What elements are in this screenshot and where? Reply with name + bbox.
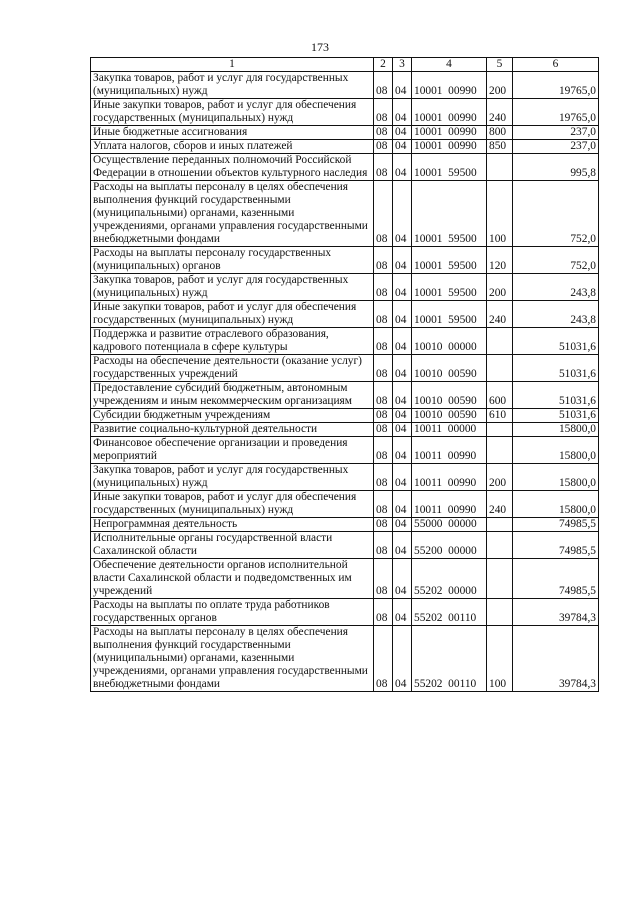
amount-value: 243,8 (513, 274, 599, 301)
target-article-code: 10010 00590 (412, 355, 487, 382)
expense-type-code: 800 (487, 126, 513, 140)
table-row (91, 140, 599, 154)
expense-type-code (487, 559, 513, 599)
row-name: Уплата налогов, сборов и иных платежей (91, 140, 374, 154)
expense-type-code: 240 (487, 99, 513, 126)
section-code: 08 (374, 437, 393, 464)
expense-type-code: 850 (487, 140, 513, 154)
target-article-code: 10011 00990 (412, 437, 487, 464)
target-article-code: 55000 00000 (412, 518, 487, 532)
section-code: 08 (374, 274, 393, 301)
expense-type-code: 120 (487, 247, 513, 274)
subsection-code: 04 (393, 599, 412, 626)
table-row (91, 99, 599, 126)
subsection-code: 04 (393, 355, 412, 382)
section-code: 08 (374, 599, 393, 626)
table-row (91, 181, 599, 247)
row-name: Расходы на выплаты персоналу в целях обеспечения выполнения функций государственными (муниципальными) органами, казенными учреждениями, органами управления государственными внебюджетными фондами (91, 626, 374, 692)
subsection-code: 04 (393, 247, 412, 274)
amount-value: 51031,6 (513, 328, 599, 355)
amount-value: 237,0 (513, 140, 599, 154)
subsection-code: 04 (393, 154, 412, 181)
section-code: 08 (374, 247, 393, 274)
section-code: 08 (374, 99, 393, 126)
column-header: 5 (487, 58, 513, 72)
row-name: Закупка товаров, работ и услуг для государственных (муниципальных) нужд (91, 274, 374, 301)
table-row (91, 409, 599, 423)
section-code: 08 (374, 532, 393, 559)
row-name: Закупка товаров, работ и услуг для государственных (муниципальных) нужд (91, 72, 374, 99)
amount-value: 51031,6 (513, 382, 599, 409)
row-name: Поддержка и развитие отраслевого образования, кадрового потенциала в сфере культуры (91, 328, 374, 355)
expense-type-code (487, 599, 513, 626)
column-header: 2 (374, 58, 393, 72)
table-row (91, 274, 599, 301)
subsection-code: 04 (393, 423, 412, 437)
table-row (91, 382, 599, 409)
amount-value: 15800,0 (513, 423, 599, 437)
section-code: 08 (374, 626, 393, 692)
table-row (91, 559, 599, 599)
section-code: 08 (374, 328, 393, 355)
target-article-code: 10001 59500 (412, 274, 487, 301)
row-name: Развитие социально-культурной деятельности (91, 423, 374, 437)
table-row (91, 126, 599, 140)
subsection-code: 04 (393, 382, 412, 409)
amount-value: 39784,3 (513, 626, 599, 692)
section-code: 08 (374, 126, 393, 140)
target-article-code: 10001 00990 (412, 126, 487, 140)
target-article-code: 10010 00000 (412, 328, 487, 355)
section-code: 08 (374, 559, 393, 599)
target-article-code: 10011 00990 (412, 491, 487, 518)
row-name: Иные закупки товаров, работ и услуг для обеспечения государственных (муниципальных) нужд (91, 491, 374, 518)
row-name: Расходы на выплаты персоналу государственных (муниципальных) органов (91, 247, 374, 274)
column-header: 1 (91, 58, 374, 72)
expense-type-code: 100 (487, 626, 513, 692)
amount-value: 19765,0 (513, 72, 599, 99)
amount-value: 15800,0 (513, 437, 599, 464)
amount-value: 51031,6 (513, 409, 599, 423)
budget-table (90, 57, 599, 692)
subsection-code: 04 (393, 409, 412, 423)
expense-type-code: 200 (487, 274, 513, 301)
target-article-code: 10001 00990 (412, 72, 487, 99)
target-article-code: 10001 00990 (412, 140, 487, 154)
table-row (91, 464, 599, 491)
amount-value: 752,0 (513, 247, 599, 274)
expense-type-code (487, 423, 513, 437)
target-article-code: 55202 00110 (412, 599, 487, 626)
row-name: Финансовое обеспечение организации и проведения мероприятий (91, 437, 374, 464)
amount-value: 74985,5 (513, 518, 599, 532)
expense-type-code: 240 (487, 491, 513, 518)
table-row (91, 355, 599, 382)
amount-value: 74985,5 (513, 559, 599, 599)
expense-type-code: 100 (487, 181, 513, 247)
amount-value: 19765,0 (513, 99, 599, 126)
target-article-code: 10001 59500 (412, 301, 487, 328)
header-row (91, 58, 599, 72)
page-number: 173 (311, 40, 329, 54)
section-code: 08 (374, 140, 393, 154)
section-code: 08 (374, 409, 393, 423)
table-row (91, 518, 599, 532)
section-code: 08 (374, 464, 393, 491)
target-article-code: 10010 00590 (412, 409, 487, 423)
section-code: 08 (374, 154, 393, 181)
amount-value: 237,0 (513, 126, 599, 140)
expense-type-code: 600 (487, 382, 513, 409)
column-header: 6 (513, 58, 599, 72)
amount-value: 15800,0 (513, 491, 599, 518)
target-article-code: 10001 59500 (412, 154, 487, 181)
expense-type-code: 610 (487, 409, 513, 423)
expense-type-code (487, 154, 513, 181)
row-name: Предоставление субсидий бюджетным, автономным учреждениям и иным некоммерческим организациям (91, 382, 374, 409)
target-article-code: 55202 00110 (412, 626, 487, 692)
target-article-code: 55202 00000 (412, 559, 487, 599)
subsection-code: 04 (393, 328, 412, 355)
subsection-code: 04 (393, 72, 412, 99)
section-code: 08 (374, 301, 393, 328)
target-article-code: 10011 00990 (412, 464, 487, 491)
row-name: Иные закупки товаров, работ и услуг для обеспечения государственных (муниципальных) нужд (91, 301, 374, 328)
subsection-code: 04 (393, 626, 412, 692)
row-name: Непрограммная деятельность (91, 518, 374, 532)
subsection-code: 04 (393, 491, 412, 518)
table-row (91, 599, 599, 626)
target-article-code: 10001 00990 (412, 99, 487, 126)
table-row (91, 532, 599, 559)
table-row (91, 437, 599, 464)
target-article-code: 10001 59500 (412, 247, 487, 274)
section-code: 08 (374, 423, 393, 437)
section-code: 08 (374, 518, 393, 532)
expense-type-code (487, 355, 513, 382)
table-row (91, 626, 599, 692)
section-code: 08 (374, 355, 393, 382)
row-name: Расходы на обеспечение деятельности (оказание услуг) государственных учреждений (91, 355, 374, 382)
row-name: Закупка товаров, работ и услуг для государственных (муниципальных) нужд (91, 464, 374, 491)
subsection-code: 04 (393, 99, 412, 126)
expense-type-code: 200 (487, 464, 513, 491)
expense-type-code (487, 532, 513, 559)
subsection-code: 04 (393, 301, 412, 328)
table-row (91, 328, 599, 355)
row-name: Расходы на выплаты персоналу в целях обеспечения выполнения функций государственными (муниципальными) органами, казенными учреждениями, органами управления государственными внебюджетными фондами (91, 181, 374, 247)
target-article-code: 10001 59500 (412, 181, 487, 247)
subsection-code: 04 (393, 437, 412, 464)
table-row (91, 301, 599, 328)
section-code: 08 (374, 72, 393, 99)
amount-value: 752,0 (513, 181, 599, 247)
target-article-code: 10010 00590 (412, 382, 487, 409)
section-code: 08 (374, 382, 393, 409)
target-article-code: 55200 00000 (412, 532, 487, 559)
row-name: Иные бюджетные ассигнования (91, 126, 374, 140)
subsection-code: 04 (393, 518, 412, 532)
section-code: 08 (374, 181, 393, 247)
subsection-code: 04 (393, 140, 412, 154)
row-name: Исполнительные органы государственной власти Сахалинской области (91, 532, 374, 559)
expense-type-code (487, 437, 513, 464)
expense-type-code: 200 (487, 72, 513, 99)
subsection-code: 04 (393, 464, 412, 491)
target-article-code: 10011 00000 (412, 423, 487, 437)
table-row (91, 154, 599, 181)
subsection-code: 04 (393, 532, 412, 559)
amount-value: 51031,6 (513, 355, 599, 382)
amount-value: 39784,3 (513, 599, 599, 626)
amount-value: 243,8 (513, 301, 599, 328)
amount-value: 74985,5 (513, 532, 599, 559)
expense-type-code: 240 (487, 301, 513, 328)
row-name: Иные закупки товаров, работ и услуг для обеспечения государственных (муниципальных) нужд (91, 99, 374, 126)
subsection-code: 04 (393, 559, 412, 599)
row-name: Расходы на выплаты по оплате труда работников государственных органов (91, 599, 374, 626)
row-name: Осуществление переданных полномочий Российской Федерации в отношении объектов культурного наследия (91, 154, 374, 181)
amount-value: 995,8 (513, 154, 599, 181)
expense-type-code (487, 328, 513, 355)
expense-type-code (487, 518, 513, 532)
column-header: 3 (393, 58, 412, 72)
column-header: 4 (412, 58, 487, 72)
table-row (91, 72, 599, 99)
section-code: 08 (374, 491, 393, 518)
row-name: Субсидии бюджетным учреждениям (91, 409, 374, 423)
table-row (91, 491, 599, 518)
subsection-code: 04 (393, 274, 412, 301)
subsection-code: 04 (393, 126, 412, 140)
table-row (91, 247, 599, 274)
amount-value: 15800,0 (513, 464, 599, 491)
row-name: Обеспечение деятельности органов исполнительной власти Сахалинской области и подведомственных им учреждений (91, 559, 374, 599)
table-row (91, 423, 599, 437)
subsection-code: 04 (393, 181, 412, 247)
